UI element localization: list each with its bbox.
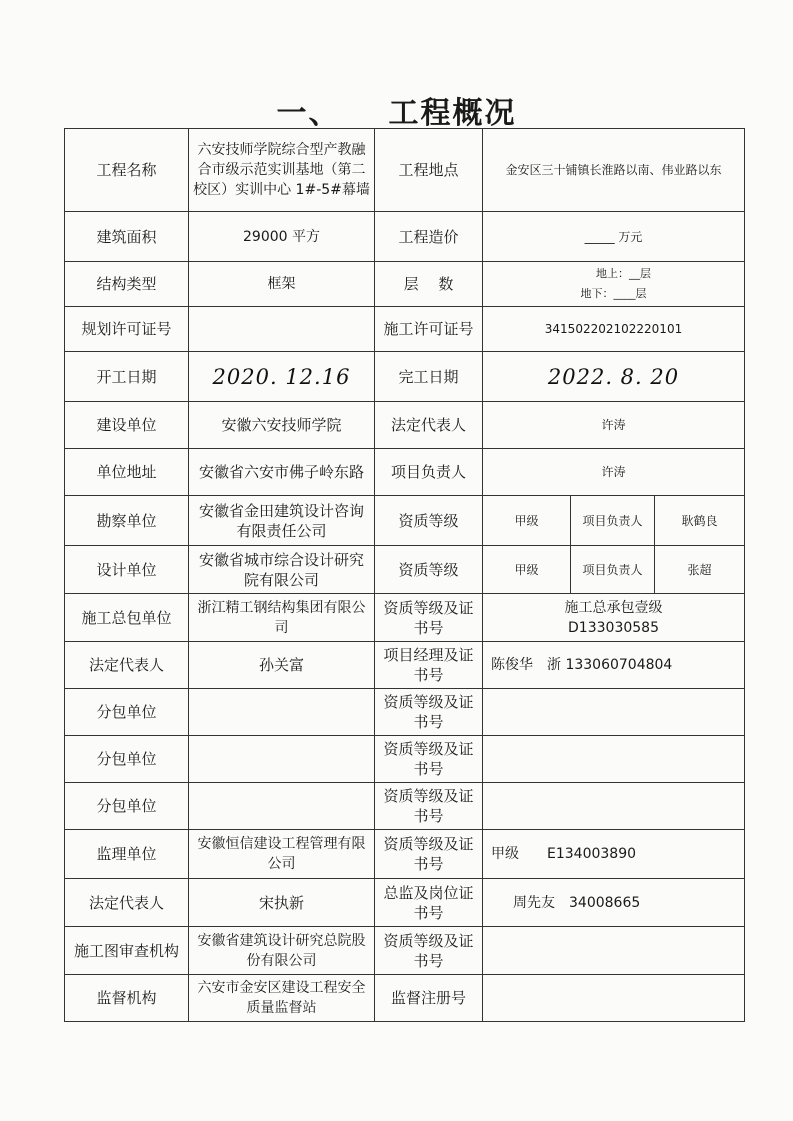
supervisor-cert-value: 甲级 E134003890	[483, 830, 745, 879]
oversight-reg-value	[483, 975, 745, 1022]
builder-legal-rep-value: 许涛	[483, 402, 745, 449]
planning-permit-label: 规划许可证号	[65, 307, 189, 352]
construction-permit-label: 施工许可证号	[375, 307, 483, 352]
oversight-value: 六安市金安区建设工程安全质量监督站	[189, 975, 375, 1022]
contractor-value: 浙江精工钢结构集团有限公司	[189, 594, 375, 642]
contractor-label: 施工总包单位	[65, 594, 189, 642]
address-label: 单位地址	[65, 449, 189, 496]
project-location-label: 工程地点	[375, 129, 483, 212]
survey-pm-label: 项目负责人	[571, 496, 655, 546]
floors-value	[483, 262, 745, 307]
supervisor-label: 监理单位	[65, 830, 189, 879]
floors-below: 地下：____层	[580, 287, 647, 300]
row-legal-rep	[65, 642, 745, 689]
title-text: 工程概况	[388, 96, 517, 131]
survey-grade-value: 甲级	[483, 496, 571, 546]
project-lead-value: 许涛	[483, 449, 745, 496]
sub3-value	[189, 783, 375, 830]
builder-label: 建设单位	[65, 402, 189, 449]
sub1-cert-label: 资质等级及证书号	[375, 689, 483, 736]
chief-supervisor-value: 周先友 34008665	[483, 879, 745, 927]
survey-label: 勘察单位	[65, 496, 189, 546]
survey-grade-label: 资质等级	[375, 496, 483, 546]
structure-label: 结构类型	[65, 262, 189, 307]
row-sub3	[65, 783, 745, 830]
oversight-label: 监督机构	[65, 975, 189, 1022]
end-date-label: 完工日期	[375, 352, 483, 402]
builder-value: 安徽六安技师学院	[189, 402, 375, 449]
cost-value	[483, 212, 745, 262]
row-structure	[65, 262, 745, 307]
row-survey	[65, 496, 745, 546]
row-oversight	[65, 975, 745, 1022]
row-review	[65, 927, 745, 975]
sub1-cert-value	[483, 689, 745, 736]
review-cert-value	[483, 927, 745, 975]
design-pm-label: 项目负责人	[571, 546, 655, 594]
project-name-value: 六安技师学院综合型产教融合市级示范实训基地（第二校区）实训中心 1#-5#幕墙	[189, 129, 375, 212]
sub3-label: 分包单位	[65, 783, 189, 830]
row-supervisor-rep	[65, 879, 745, 927]
oversight-reg-label: 监督注册号	[375, 975, 483, 1022]
address-value: 安徽省六安市佛子岭东路	[189, 449, 375, 496]
cost-unit: 万元	[618, 229, 643, 244]
sub3-cert-label: 资质等级及证书号	[375, 783, 483, 830]
sub3-cert-value	[483, 783, 745, 830]
start-date-value: 2020. 12.16	[189, 352, 375, 402]
sub1-value	[189, 689, 375, 736]
row-sub1	[65, 689, 745, 736]
chief-supervisor-label: 总监及岗位证书号	[375, 879, 483, 927]
floors-above: 地上：__层	[596, 267, 651, 280]
title-number: 一、	[276, 96, 341, 131]
row-planning	[65, 307, 745, 352]
row-address	[65, 449, 745, 496]
row-builder	[65, 402, 745, 449]
area-value: 29000 平方	[189, 212, 375, 262]
design-pm-value: 张超	[655, 546, 745, 594]
floors-label: 层 数	[375, 262, 483, 307]
design-value: 安徽省城市综合设计研究院有限公司	[189, 546, 375, 594]
supervisor-cert-label: 资质等级及证书号	[375, 830, 483, 879]
survey-value: 安徽省金田建筑设计咨询有限责任公司	[189, 496, 375, 546]
review-value: 安徽省建筑设计研究总院股份有限公司	[189, 927, 375, 975]
legal-rep-label: 法定代表人	[65, 642, 189, 689]
sub2-label: 分包单位	[65, 736, 189, 783]
builder-legal-rep-label: 法定代表人	[375, 402, 483, 449]
pm-cert-value: 陈俊华 浙 133060704804	[483, 642, 745, 689]
review-cert-label: 资质等级及证书号	[375, 927, 483, 975]
design-label: 设计单位	[65, 546, 189, 594]
planning-permit-value	[189, 307, 375, 352]
supervisor-rep-value: 宋执新	[189, 879, 375, 927]
project-overview-table	[64, 128, 745, 1022]
sub2-value	[189, 736, 375, 783]
design-grade-label: 资质等级	[375, 546, 483, 594]
construction-permit-value: 341502202102220101	[483, 307, 745, 352]
supervisor-rep-label: 法定代表人	[65, 879, 189, 927]
area-label: 建筑面积	[65, 212, 189, 262]
project-location-value: 金安区三十铺镇长淮路以南、伟业路以东	[483, 129, 745, 212]
survey-pm-value: 耿鹤良	[655, 496, 745, 546]
contractor-cert-label: 资质等级及证书号	[375, 594, 483, 642]
sub2-cert-value	[483, 736, 745, 783]
cost-label: 工程造价	[375, 212, 483, 262]
review-label: 施工图审查机构	[65, 927, 189, 975]
project-lead-label: 项目负责人	[375, 449, 483, 496]
legal-rep-value: 孙关富	[189, 642, 375, 689]
supervisor-value: 安徽恒信建设工程管理有限公司	[189, 830, 375, 879]
row-project-name	[65, 129, 745, 212]
row-contractor	[65, 594, 745, 642]
row-supervisor	[65, 830, 745, 879]
row-design	[65, 546, 745, 594]
row-dates	[65, 352, 745, 402]
pm-cert-label: 项目经理及证书号	[375, 642, 483, 689]
contractor-grade: 施工总承包壹级	[564, 599, 663, 616]
contractor-cert-no: D133030585	[568, 619, 659, 636]
cost-blank: _____	[584, 229, 615, 244]
row-sub2	[65, 736, 745, 783]
sub2-cert-label: 资质等级及证书号	[375, 736, 483, 783]
end-date-value: 2022. 8. 20	[483, 352, 745, 402]
row-area	[65, 212, 745, 262]
start-date-label: 开工日期	[65, 352, 189, 402]
page-title	[0, 88, 793, 132]
project-name-label: 工程名称	[65, 129, 189, 212]
sub1-label: 分包单位	[65, 689, 189, 736]
contractor-cert-value	[483, 594, 745, 642]
design-grade-value: 甲级	[483, 546, 571, 594]
structure-value: 框架	[189, 262, 375, 307]
